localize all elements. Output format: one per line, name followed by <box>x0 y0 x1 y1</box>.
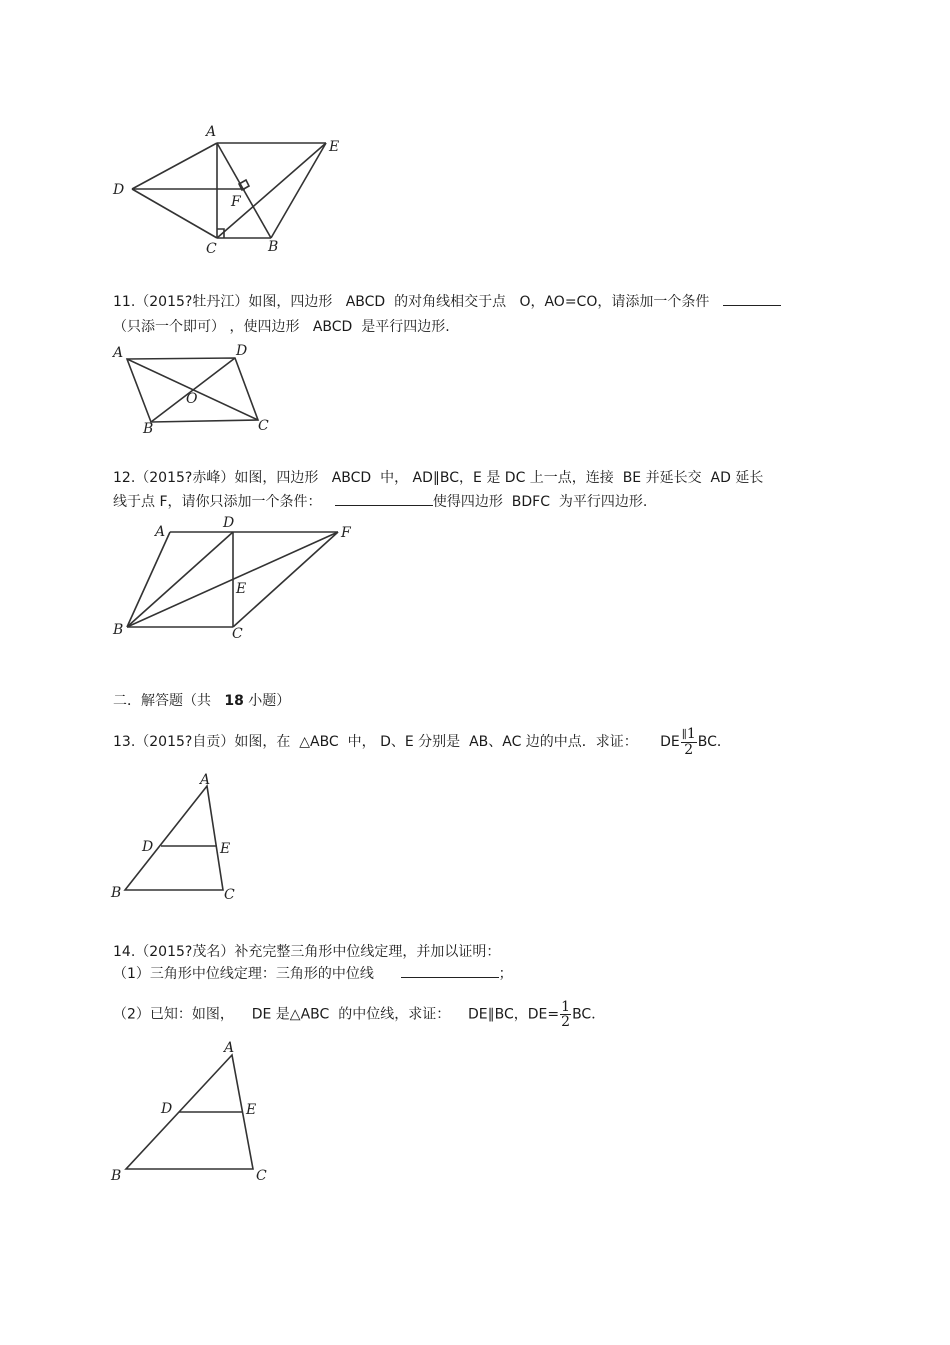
fig12-label: F <box>341 525 351 541</box>
q14-text: DE 是△ABC <box>251 1006 330 1023</box>
q14-text: 14.（2015?茂名）补充完整三角形中位线定理，并加以证明： <box>113 944 501 960</box>
fig13-label: C <box>224 887 235 903</box>
fig10-label: D <box>113 182 125 198</box>
fig10-label: E <box>329 139 340 155</box>
section-text: 小题） <box>248 693 291 709</box>
q12-text: F，请你只添加一个条件： <box>159 494 322 510</box>
q11-text: 是平行四边形. <box>361 319 450 335</box>
q12-text: 为平行四边形. <box>558 494 648 510</box>
q14-text: BC． <box>572 1006 606 1023</box>
fig10-label: A <box>206 124 217 140</box>
q13-text: D、E 分别是 <box>380 734 461 750</box>
fig11-label: D <box>236 343 248 359</box>
fig12-label: D <box>223 515 235 531</box>
q13-text: 13.（2015?自贡）如图，在 <box>113 734 291 750</box>
q12-text: BDFC <box>511 494 550 510</box>
fig14-label: E <box>246 1102 257 1118</box>
fig12-label: B <box>113 622 124 638</box>
q13-text: 中， <box>347 734 376 750</box>
fig10-label: F <box>231 194 241 210</box>
q13-text: DE <box>660 734 680 750</box>
q13-text: △ABC <box>299 734 339 750</box>
q12-text: BE 并延长交 <box>622 470 702 486</box>
fraction-denominator: 2 <box>684 742 694 758</box>
q14-text: （2）已知：如图， <box>113 1006 234 1023</box>
fig10-label: B <box>268 239 279 255</box>
parallel-symbol: ∥ <box>681 728 687 741</box>
fig14-label: A <box>224 1040 235 1056</box>
fig12-label: E <box>236 581 247 597</box>
q12-text: AD∥BC，E 是 DC 上一点，连接 <box>412 470 614 486</box>
fig13-label: D <box>142 839 154 855</box>
q12-text: 使得四边形 <box>432 494 503 510</box>
fig13-label: E <box>220 841 231 857</box>
q13-text: AB、AC 边的中点．求证： <box>469 734 638 750</box>
q14-text: （1）三角形中位线定理：三角形的中位线 <box>113 966 374 982</box>
question-count: 18 <box>224 693 244 709</box>
fig11-label: B <box>143 421 154 437</box>
q14-text: 的中位线，求证： <box>338 1006 451 1023</box>
q11-text: ABCD <box>345 294 386 310</box>
q12-text: 线于点 <box>113 494 155 510</box>
q14-text: DE∥BC，DE= <box>468 1006 560 1023</box>
q11-text: （只添一个即可） <box>113 319 225 335</box>
fig13-label: A <box>200 772 211 788</box>
fig12-label: A <box>155 524 166 540</box>
fraction-numerator: 1 <box>561 999 571 1015</box>
q11-text: 11.（2015?牡丹江）如图，四边形 <box>113 294 333 310</box>
q11-text: ABCD <box>312 319 353 335</box>
fig11-label: A <box>113 345 124 361</box>
q12-text: 中， <box>380 470 409 486</box>
fig12-label: C <box>232 626 243 642</box>
q12-text: ABCD <box>331 470 372 486</box>
fraction-denominator: 2 <box>561 1014 571 1030</box>
fig10-label: C <box>206 241 217 257</box>
section-text: 二．解答题（共 <box>113 693 211 709</box>
fig11-label: O <box>186 391 198 407</box>
q12-text: AD 延长 <box>710 470 764 486</box>
q14-text: ； <box>498 966 513 982</box>
fraction-numerator: 1 <box>686 726 696 742</box>
q11-text: 的对角线相交于点 <box>394 294 507 310</box>
q11-text: ，使四边形 <box>229 319 300 335</box>
fig14-label: B <box>111 1168 122 1184</box>
fig11-label: C <box>258 418 269 434</box>
q13-text: BC． <box>697 734 731 750</box>
fig14-label: C <box>256 1168 267 1184</box>
q12-text: 12.（2015?赤峰）如图，四边形 <box>113 470 319 486</box>
q11-text: O，AO=CO，请添加一个条件 <box>519 294 710 310</box>
fig13-label: B <box>111 885 122 901</box>
fig14-label: D <box>161 1101 173 1117</box>
